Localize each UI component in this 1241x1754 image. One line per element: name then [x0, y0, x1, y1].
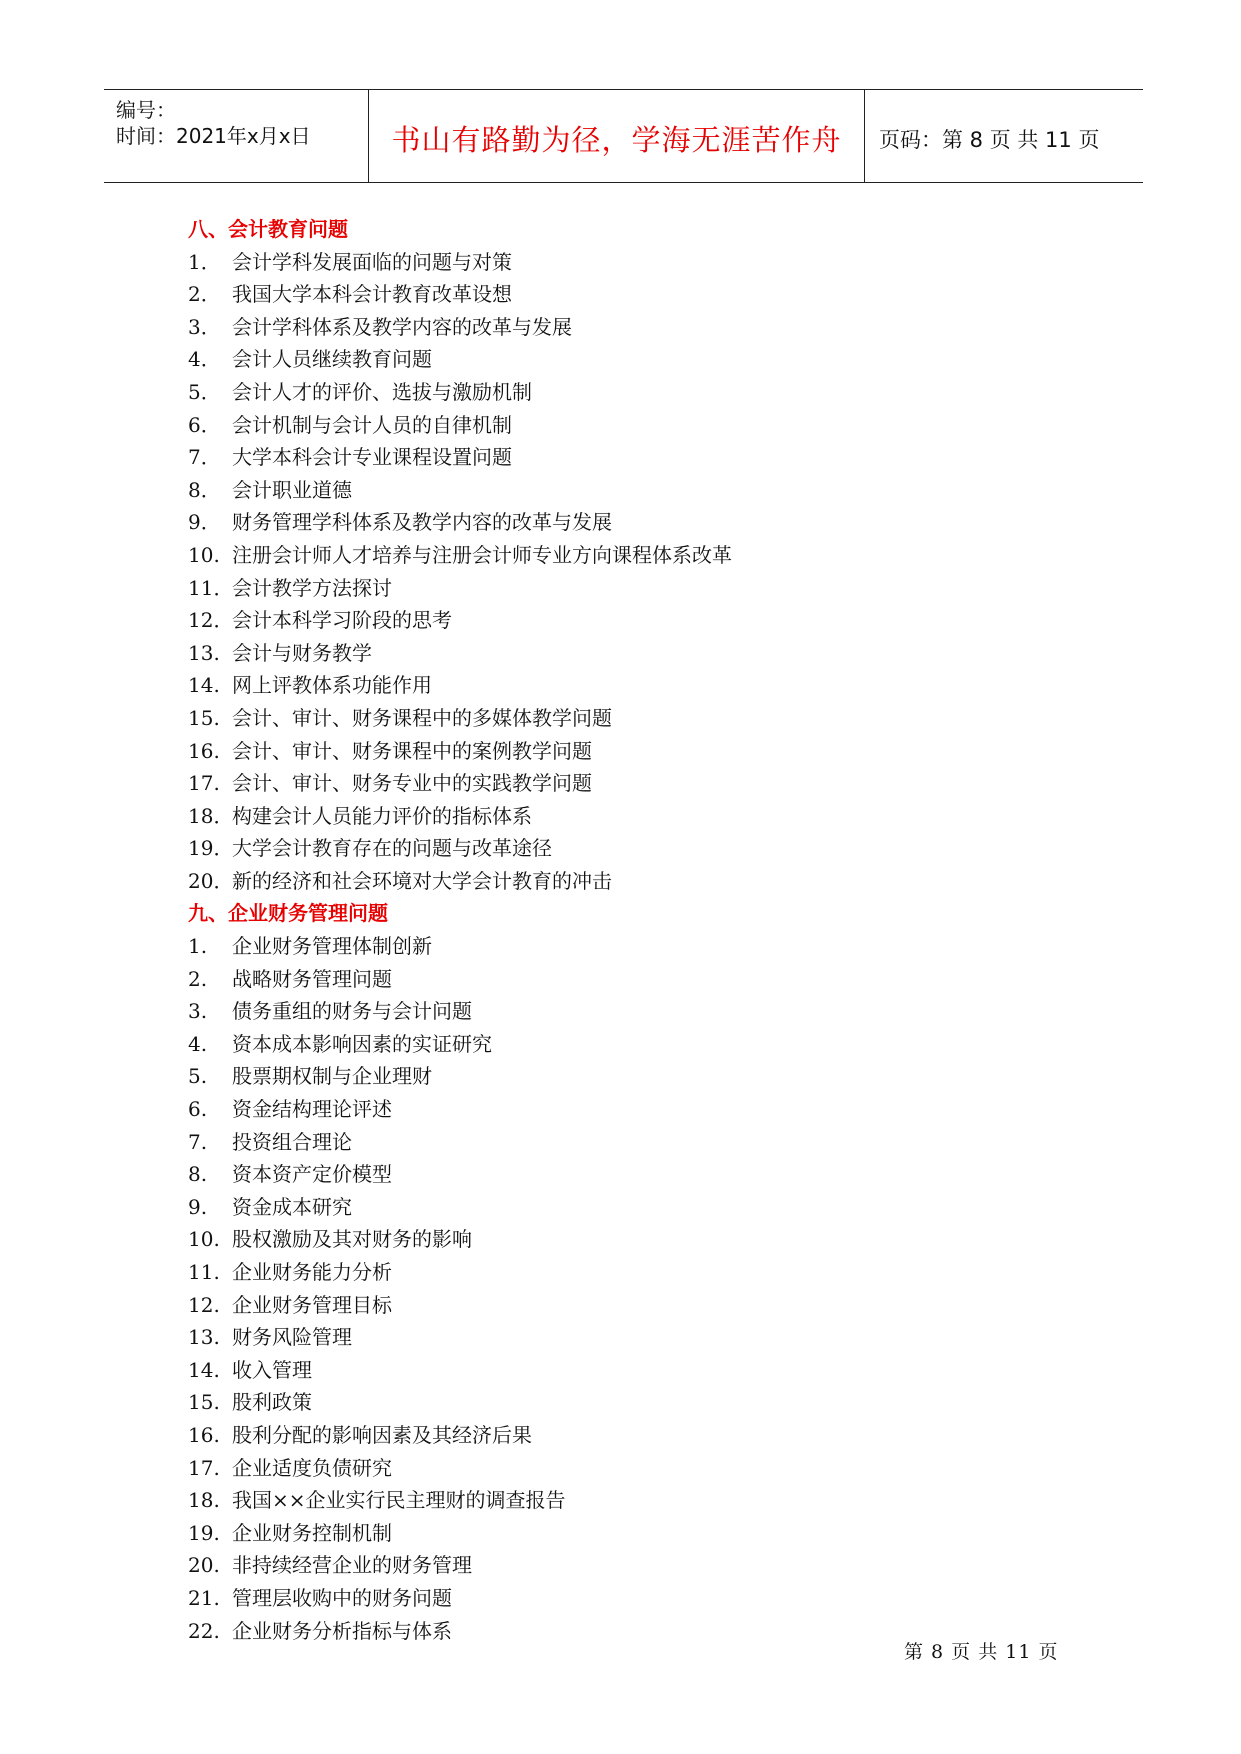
list-item — [188, 832, 1068, 865]
list-item — [188, 865, 1068, 898]
document-number-label: 编号： — [116, 98, 176, 122]
section-title-accounting-education: 八、会计教育问题 — [188, 217, 348, 241]
list-item-number: 11． — [188, 575, 234, 600]
list-item-text: 大学会计教育存在的问题与改革途径 — [232, 836, 552, 861]
list-item-text: 企业财务分析指标与体系 — [232, 1618, 452, 1643]
list-item-number: 4. — [188, 1031, 208, 1056]
list-item — [188, 1289, 1068, 1322]
list-item-text: 投资组合理论 — [232, 1129, 352, 1154]
list-item — [188, 1223, 1068, 1256]
list-item — [188, 1256, 1068, 1289]
list-item-text: 资金结构理论评述 — [232, 1097, 392, 1122]
list-item-number: 22. — [188, 1618, 220, 1643]
list-item — [188, 1126, 1068, 1159]
list-item — [188, 637, 1068, 670]
list-item — [188, 1386, 1068, 1419]
list-item — [188, 1549, 1068, 1582]
list-item-text: 战略财务管理问题 — [232, 966, 392, 991]
list-item — [188, 409, 1068, 442]
list-item — [188, 800, 1068, 833]
list-item-text: 注册会计师人才培养与注册会计师专业方向课程体系改革 — [232, 542, 732, 567]
list-item-text: 会计与财务教学 — [232, 640, 372, 665]
list-item-number: 15. — [188, 1390, 220, 1415]
list-item-number: 3. — [188, 999, 208, 1024]
list-item — [188, 963, 1068, 996]
list-item-text: 会计、审计、财务专业中的实践教学问题 — [232, 771, 592, 796]
list-item-text: 资金成本研究 — [232, 1194, 352, 1219]
list-item-text: 企业适度负债研究 — [232, 1455, 392, 1480]
list-item-number: 20. — [188, 1553, 220, 1578]
list-item-number: 17. — [188, 771, 220, 796]
list-item-text: 企业财务管理体制创新 — [232, 934, 432, 959]
list-item-text: 股票期权制与企业理财 — [232, 1064, 432, 1089]
list-item — [188, 506, 1068, 539]
list-item — [188, 669, 1068, 702]
list-item — [188, 1419, 1068, 1452]
list-item — [188, 441, 1068, 474]
list-item-number: 17. — [188, 1455, 220, 1480]
list-item-number: 6. — [188, 1097, 208, 1122]
list-item-number: 2． — [188, 282, 221, 307]
list-item-text: 会计本科学习阶段的思考 — [232, 608, 452, 633]
list-item — [188, 702, 1068, 735]
list-item-number: 7． — [188, 445, 221, 470]
list-item-text: 财务风险管理 — [232, 1325, 352, 1350]
list-item-text: 会计学科发展面临的问题与对策 — [232, 249, 512, 274]
list-item-number: 12． — [188, 608, 234, 633]
header-right-cell — [865, 90, 1143, 182]
list-item-number: 1． — [188, 249, 221, 274]
list-item-number: 18. — [188, 1488, 220, 1513]
list-item — [188, 1484, 1068, 1517]
list-item-number: 10. — [188, 1227, 220, 1252]
list-item — [188, 767, 1068, 800]
list-item — [188, 1517, 1068, 1550]
list-item — [188, 735, 1068, 768]
header-left-cell — [104, 90, 369, 182]
list-item — [188, 572, 1068, 605]
list-item-number: 3． — [188, 314, 221, 339]
list-item-number: 12. — [188, 1292, 220, 1317]
list-item — [188, 1060, 1068, 1093]
list-item-number: 14. — [188, 1357, 220, 1382]
list-item-number: 4． — [188, 347, 221, 372]
list-item-number: 11. — [188, 1260, 220, 1284]
list-item — [188, 1028, 1068, 1061]
list-item-text: 股利分配的影响因素及其经济后果 — [232, 1422, 532, 1447]
list-item-text: 会计人才的评价、选拔与激励机制 — [232, 379, 532, 404]
page-footer: 第 8 页 共 11 页 — [904, 1641, 1059, 1663]
list-item — [188, 539, 1068, 572]
list-item-text: 会计、审计、财务课程中的多媒体教学问题 — [232, 705, 612, 730]
list-item — [188, 1093, 1068, 1126]
accounting-education-list — [188, 246, 1068, 898]
list-item-text: 构建会计人员能力评价的指标体系 — [232, 803, 532, 828]
list-item-number: 19. — [188, 1520, 220, 1545]
list-item-number: 13. — [188, 1325, 220, 1350]
list-item — [188, 1158, 1068, 1191]
list-item — [188, 278, 1068, 311]
section-title-corporate-finance: 九、企业财务管理问题 — [188, 901, 388, 926]
list-item — [188, 311, 1068, 344]
list-item-number: 10. — [188, 542, 220, 567]
list-item-text: 大学本科会计专业课程设置问题 — [232, 445, 512, 470]
list-item-text: 资本成本影响因素的实证研究 — [232, 1031, 492, 1056]
list-item-text: 会计教学方法探讨 — [232, 575, 392, 600]
list-item-text: 资本资产定价模型 — [232, 1162, 392, 1187]
list-item — [188, 376, 1068, 409]
list-item-number: 5． — [188, 379, 221, 404]
list-item — [188, 930, 1068, 963]
list-item-text: 会计机制与会计人员的自律机制 — [232, 412, 512, 437]
list-item-number: 14. — [188, 673, 220, 698]
list-item — [188, 343, 1068, 376]
list-item-text: 会计、审计、财务课程中的案例教学问题 — [232, 738, 592, 763]
list-item-number: 7. — [188, 1129, 208, 1154]
list-item-text: 网上评教体系功能作用 — [232, 673, 432, 698]
header-slogan: 书山有路勤为径，学海无涯苦作舟 — [391, 123, 842, 157]
list-item-number: 9. — [188, 1194, 208, 1219]
list-item — [188, 1452, 1068, 1485]
list-item — [188, 1191, 1068, 1224]
list-item — [188, 1354, 1068, 1387]
list-item-text: 债务重组的财务与会计问题 — [232, 999, 472, 1024]
list-item — [188, 474, 1068, 507]
list-item-number: 21. — [188, 1585, 220, 1610]
list-item-text: 财务管理学科体系及教学内容的改革与发展 — [232, 510, 612, 535]
list-item-text: 会计人员继续教育问题 — [232, 347, 432, 372]
list-item-number: 9． — [188, 510, 221, 535]
document-time-label: 时间：2021年x月x日 — [116, 124, 311, 148]
list-item-number: 16. — [188, 1422, 220, 1447]
list-item-text: 股权激励及其对财务的影响 — [232, 1227, 472, 1252]
header-middle-cell — [369, 90, 865, 182]
list-item-text: 管理层收购中的财务问题 — [232, 1585, 452, 1610]
list-item-text: 会计学科体系及教学内容的改革与发展 — [232, 314, 572, 339]
list-item-number: 19． — [188, 836, 234, 861]
list-item-number: 15. — [188, 705, 220, 730]
list-item-text: 我国××企业实行民主理财的调查报告 — [232, 1488, 566, 1513]
list-item-text: 企业财务管理目标 — [232, 1292, 392, 1317]
list-item — [188, 995, 1068, 1028]
list-item-text: 企业财务控制机制 — [232, 1520, 392, 1545]
list-item-text: 收入管理 — [232, 1357, 312, 1382]
list-item-number: 6． — [188, 412, 221, 437]
header-page-label: 页码：第 8 页 共 11 页 — [879, 128, 1100, 152]
list-item-number: 8． — [188, 477, 221, 502]
list-item-text: 企业财务能力分析 — [232, 1260, 392, 1284]
list-item-number: 1. — [188, 934, 208, 959]
list-item-text: 会计职业道德 — [232, 477, 352, 502]
document-body — [188, 213, 1068, 1647]
list-item-number: 18． — [188, 803, 234, 828]
list-item-number: 13. — [188, 640, 220, 665]
list-item-number: 16. — [188, 738, 220, 763]
list-item-text: 我国大学本科会计教育改革设想 — [232, 282, 512, 307]
list-item-number: 20． — [188, 868, 234, 893]
list-item — [188, 1321, 1068, 1354]
corporate-finance-list — [188, 930, 1068, 1647]
list-item-number: 2. — [188, 966, 208, 991]
list-item-text: 新的经济和社会环境对大学会计教育的冲击 — [232, 868, 612, 893]
list-item — [188, 604, 1068, 637]
list-item-number: 5. — [188, 1064, 208, 1089]
list-item-text: 股利政策 — [232, 1390, 312, 1415]
list-item — [188, 246, 1068, 279]
page-header — [104, 89, 1143, 183]
list-item-text: 非持续经营企业的财务管理 — [232, 1553, 472, 1578]
list-item — [188, 1582, 1068, 1615]
list-item-number: 8. — [188, 1162, 208, 1187]
